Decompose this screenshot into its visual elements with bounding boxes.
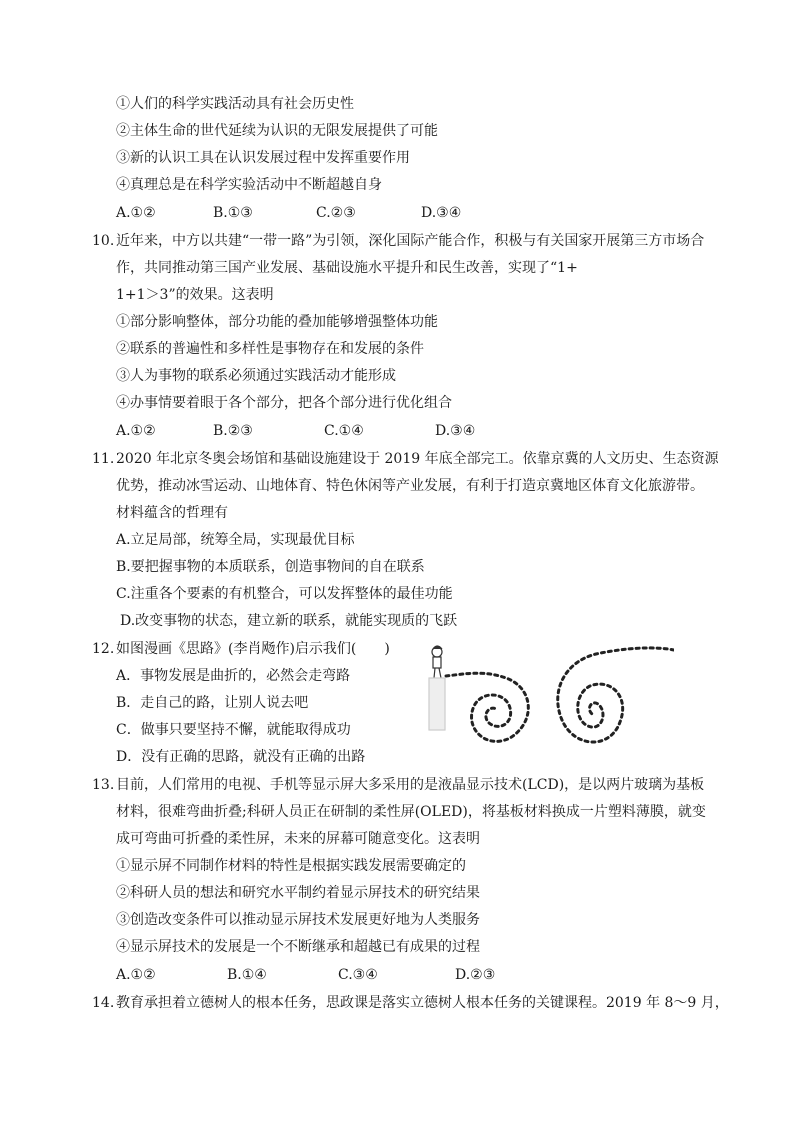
q10-option-c: C.①④ — [324, 423, 364, 439]
q11-stem-line-2: 优势，推动冰雪运动、山地体育、特色休闲等产业发展，有利于打造京冀地区体育文化旅游带。 — [116, 478, 704, 494]
q11-option-a: A.立足局部，统筹全局，实现最优目标 — [116, 532, 355, 548]
q12-number: 12. — [92, 641, 115, 657]
q9-statement-1: ①人们的科学实践活动具有社会历史性 — [116, 96, 354, 112]
q13-number: 13. — [92, 777, 115, 793]
q13-stem-line-2: 材料，很难弯曲折叠;科研人员正在研制的柔性屏(OLED)，将基板材料换成一片塑料薄膜，就变 — [116, 804, 706, 820]
q13-option-a: A.①② — [116, 967, 156, 983]
q14-stem-line-1: 教育承担着立德树人的根本任务，思政课是落实立德树人根本任务的关键课程。2019 年 8～9 月， — [116, 995, 729, 1011]
q9-option-c: C.②③ — [316, 205, 356, 221]
q13-statement-3: ③创造改变条件可以推动显示屏技术发展更好地为人类服务 — [116, 912, 480, 928]
q9-statement-4: ④真理总是在科学实验活动中不断超越自身 — [116, 177, 382, 193]
q12-option-d: D．没有正确的思路，就没有正确的出路 — [116, 749, 366, 765]
q9-statement-3: ③新的认识工具在认识发展过程中发挥重要作用 — [116, 150, 410, 166]
q12-stem: 如图漫画《思路》(李肖飏作)启示我们( ) — [116, 641, 390, 657]
q9-option-b: B.①③ — [213, 205, 253, 221]
q10-option-b: B.②③ — [213, 423, 253, 439]
q11-option-b: B.要把握事物的本质联系，创造事物间的自在联系 — [116, 559, 425, 575]
q13-stem-line-3: 成可弯曲可折叠的柔性屏，未来的屏幕可随意变化。这表明 — [116, 831, 480, 847]
q9-statement-2: ②主体生命的世代延续为认识的无限发展提供了可能 — [116, 123, 438, 139]
q10-stem-line-2: 作，共同推动第三国产业发展、基础设施水平提升和民生改善，实现了“1+ — [116, 260, 578, 276]
cartoon-spiral-footprints-image — [424, 640, 674, 760]
q10-statement-3: ③人为事物的联系必须通过实践活动才能形成 — [116, 368, 396, 384]
q10-stem-line-1: 近年来，中方以共建“一带一路”为引领，深化国际产能合作，积极与有关国家开展第三方市场合 — [116, 233, 705, 249]
q10-statement-4: ④办事情要着眼于各个部分，把各个部分进行优化组合 — [116, 395, 452, 411]
q13-option-c: C.③④ — [338, 967, 378, 983]
q10-stem-line-3: 1+1＞3”的效果。这表明 — [116, 287, 274, 303]
q13-option-d: D.②③ — [455, 967, 496, 983]
q11-stem-line-3: 材料蕴含的哲理有 — [116, 505, 228, 521]
q11-option-d: D.改变事物的状态，建立新的联系，就能实现质的飞跃 — [120, 613, 458, 629]
q9-option-d: D.③④ — [421, 205, 462, 221]
q9-option-a: A.①② — [116, 205, 156, 221]
q10-option-a: A.①② — [116, 423, 156, 439]
q10-option-d: D.③④ — [435, 423, 476, 439]
q13-statement-1: ①显示屏不同制作材料的特性是根据实践发展需要确定的 — [116, 858, 466, 874]
q11-stem-line-1: 2020 年北京冬奥会场馆和基础设施建设于 2019 年底全部完工。依靠京冀的人文历史、生态资源 — [116, 451, 719, 467]
q12-option-a: A．事物发展是曲折的，必然会走弯路 — [116, 668, 351, 684]
q10-number: 10. — [92, 233, 115, 249]
q13-stem-line-1: 目前，人们常用的电视、手机等显示屏大多采用的是液晶显示技术(LCD)，是以两片玻璃为基板 — [116, 777, 705, 793]
q13-statement-4: ④显示屏技术的发展是一个不断继承和超越已有成果的过程 — [116, 939, 480, 955]
q13-option-b: B.①④ — [227, 967, 267, 983]
q12-option-b: B．走自己的路，让别人说去吧 — [116, 695, 309, 711]
q10-statement-1: ①部分影响整体，部分功能的叠加能够增强整体功能 — [116, 314, 438, 330]
q14-number: 14. — [92, 995, 115, 1011]
q11-option-c: C.注重各个要素的有机整合，可以发挥整体的最佳功能 — [116, 586, 453, 602]
q12-option-c: C．做事只要坚持不懈，就能取得成功 — [116, 722, 351, 738]
q11-number: 11. — [92, 451, 115, 467]
q13-statement-2: ②科研人员的想法和研究水平制约着显示屏技术的研究结果 — [116, 885, 480, 901]
person-figure-icon — [429, 646, 445, 730]
q10-statement-2: ②联系的普遍性和多样性是事物存在和发展的条件 — [116, 341, 424, 357]
